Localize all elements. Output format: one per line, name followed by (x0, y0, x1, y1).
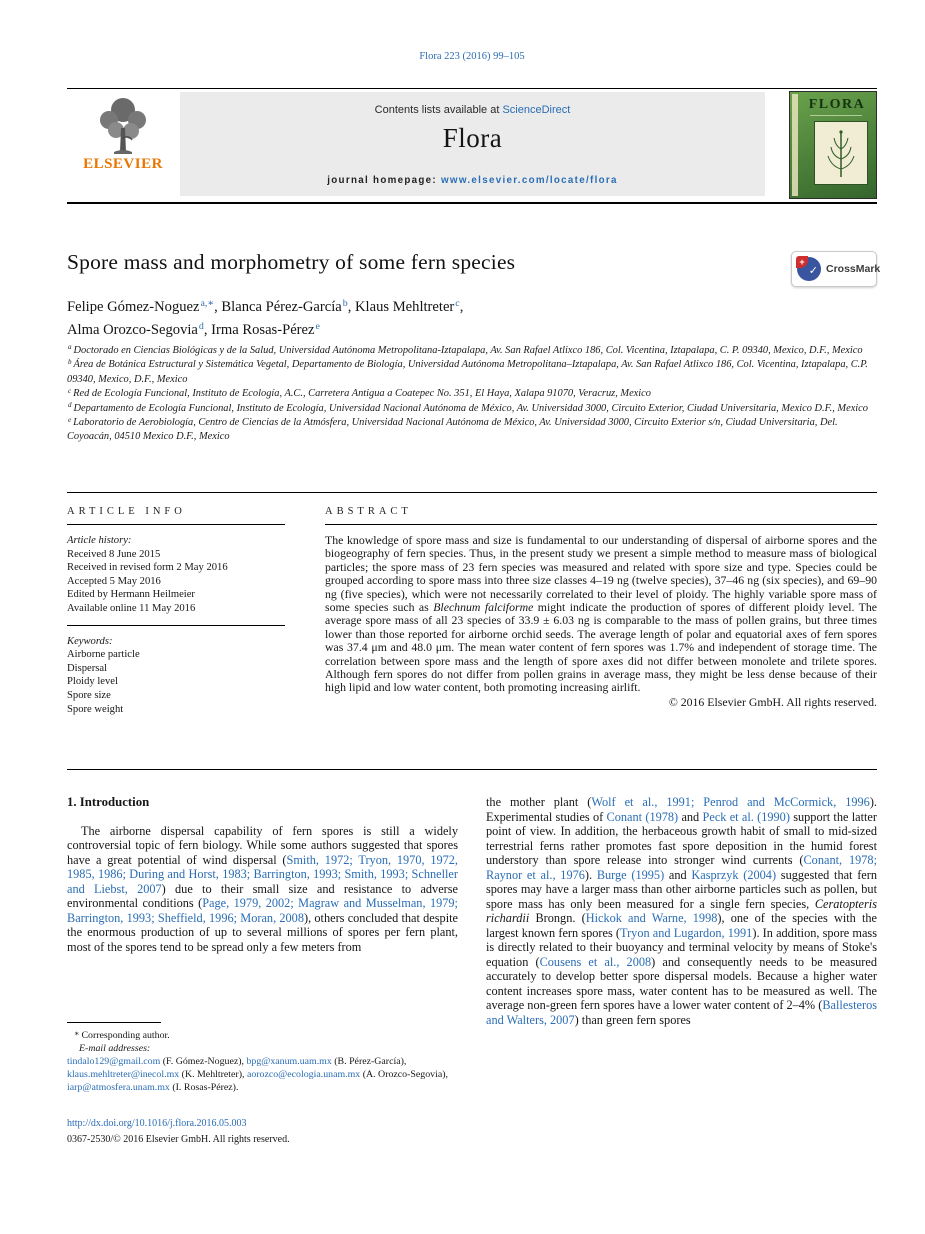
affiliation-sup: a (68, 343, 72, 352)
affiliation-sup: c (68, 386, 72, 395)
inline-link[interactable]: Cousens et al., 2008 (539, 954, 652, 969)
affiliation-text: Área de Botánica Estructural y Sistemática Vegetal, Departamento de Biología, Universidad Autónoma Metropolitana–Iztapalapa, Av. San Rafael Atlixco 186, Col. Vicentina, Iztapalapa, C.P. 09340, Mexico, D.F., Mexico (67, 359, 868, 385)
text-segment: ) and consequently needs to be measured accurately to develop better spore dispersal models. Because a higher water content increases spore mass, water content has to be measured as well. The average non-green fern spores have a lower water content of 2–4% ( (486, 954, 877, 1012)
contents-prefix: Contents lists available at (374, 104, 503, 116)
copyright-note: © 2016 Elsevier GmbH. All rights reserved. (668, 694, 877, 709)
intro-paragraph-left (67, 824, 458, 955)
affiliations-block (67, 344, 877, 445)
affiliation-sup: e (68, 415, 72, 424)
cover-title: FLORA (808, 97, 866, 112)
intro-paragraph-right (486, 795, 877, 1027)
elsevier-tree-icon (92, 94, 154, 156)
text-segment: , Blanca Pérez-García (214, 299, 342, 315)
abstract-heading: ABSTRACT (325, 506, 412, 517)
authors-line-2 (67, 320, 827, 343)
intro-left-column (67, 795, 458, 954)
text-segment: The knowledge of spore mass and size is fundamental to our understanding of dispersal of airborne spores and the biogeography of fern species. Thus, in the present study we present a simple method to measure mass of biological particles; the spore mass of 23 fern species was measured and related with spore size and type. Species could be grouped according to spore mass into three size classes 4–19 ng (twelve species), 37–46 ng (six species), and 69–90 ng (five species), which were not necessarily correlated to their level of ploidy. The highly variable spore mass of some species such as (325, 533, 877, 615)
abstract-column (325, 506, 877, 709)
text-segment: the mother plant ( (486, 795, 592, 809)
text-segment: (I. Rosas-Pérez). (169, 1082, 239, 1093)
heading-rule (67, 524, 285, 525)
page-footer (67, 1116, 567, 1147)
affiliation-text: Laboratorio de Aerobiología, Centro de Ciencias de la Atmósfera, Universidad Nacional Autónoma de México, Av. Universidad 3000, Circuito Exterior s/n, Ciudad Universitaria, Del. Coyoacán, 04510 Mexico D.F., Mexico (67, 417, 838, 443)
doi-link[interactable]: http://dx.doi.org/10.1016/j.flora.2016.05.003 (67, 1118, 247, 1129)
keyword-item: Ploidy level (67, 676, 118, 688)
crossmark-check: ✓ (808, 265, 818, 277)
text-segment: might indicate the production of spores of different ploidy level. The average spore mass of all 23 species of 33.9 ± 6.03 ng is comparable to the mass of pollen grains, but three times lower than those reported for airborne orchid seeds. The average length of polar and equatorial axes of fern spores was 37.4 μm and 48.0 μm. The mean water content of fern spores was 1.7% and independent of storage time. The correlation between spore mass and the length of spore axes did not differ between monolete and trilete spores. Although fern spores do not differ from pollen grains in average mass, they might be less dense because of their high lipid and low water content, both promoting increasing airlift. (325, 600, 877, 695)
footnote-block (67, 1022, 458, 1094)
history-item: Edited by Hermann Heilmeier (67, 589, 195, 601)
cover-spine (792, 94, 798, 196)
asterisk-icon: ∗ (74, 1029, 80, 1038)
article-title: Spore mass and morphometry of some fern species (67, 250, 516, 274)
crossmark-badge[interactable] (791, 251, 881, 287)
text-segment: ), one of the species with the largest known fern spores ( (486, 911, 878, 940)
inline-link[interactable]: Burge (1995) (596, 867, 665, 882)
affiliation-sup: b (68, 357, 72, 366)
email-list (67, 1055, 458, 1094)
authors-line-1 (67, 297, 827, 320)
inline-link[interactable]: Kasprzyk (2004) (691, 867, 777, 882)
cover-illustration (814, 121, 868, 185)
affiliation-text: Doctorado en Ciencias Biológicas y de la Salud, Universidad Autónoma Metropolitana-Iztapalapa, Av. San Rafael Atlixco 186, Col. Vicentina, Iztapalapa, C. P. 09340, Mexico, D.F., Mexico (73, 345, 863, 356)
sciencedirect-link[interactable]: ScienceDirect (502, 104, 571, 116)
inline-link[interactable]: b (342, 298, 348, 310)
keywords-rule (67, 625, 285, 626)
email-addresses-label: E-mail addresses: (79, 1043, 151, 1054)
text-segment: support the latter point of view. In addition, the herbaceous growth habit of small to mid-sized terrestrial ferns rather promotes fast spore deposition in the humid forest understory than spore release into stronger wind currents ( (486, 809, 877, 867)
inline-link[interactable]: bpg@xanum.uam.mx (246, 1056, 332, 1067)
article-info-column (67, 506, 285, 716)
crossmark-icon (797, 257, 821, 281)
text-segment: (K. Mehltreter), (179, 1069, 247, 1080)
history-item: Available online 11 May 2016 (67, 602, 196, 614)
inline-link[interactable]: Page, 1979, 2002; Magraw and Musselman, 1979; Barrington, 1993; Sheffield, 1996; Moran, 2008 (67, 896, 458, 925)
info-abstract-section (67, 492, 877, 770)
corresponding-text: Corresponding author. (81, 1030, 170, 1041)
abstract-text (325, 534, 877, 695)
history-item: Received in revised form 2 May 2016 (67, 562, 228, 574)
inline-link[interactable]: klaus.mehltreter@inecol.mx (67, 1069, 180, 1080)
text-segment: Felipe Gómez-Noguez (67, 299, 200, 315)
history-item: Accepted 5 May 2016 (67, 575, 161, 587)
elsevier-logo[interactable] (69, 94, 177, 173)
affiliation-a (67, 344, 877, 358)
affiliation-e (67, 416, 877, 445)
footnote-rule (67, 1022, 161, 1023)
homepage-label: journal homepage: (327, 175, 442, 186)
text-segment: Alma Orozco-Segovia (67, 321, 198, 338)
inline-link[interactable]: Peck et al. (1990) (702, 809, 790, 824)
header-center-panel (180, 92, 765, 196)
text-segment: and (678, 809, 703, 824)
heading-rule (325, 524, 877, 525)
text-segment: and (664, 867, 692, 882)
crossmark-label: CrossMark (826, 263, 881, 275)
text-segment: ). (584, 867, 597, 882)
inline-link[interactable]: Ballesteros and Walters, 2007 (486, 998, 877, 1027)
affiliation-sup: d (68, 401, 72, 410)
authors-block (67, 297, 827, 342)
text-segment: (A. Orozco-Segovia), (360, 1069, 448, 1080)
inline-link[interactable]: Smith, 1972; Tryon, 1970, 1972, 1985, 1986; During and Horst, 1983; Barrington, 1993; Smith, 1993; Schneller and Liebst, 2007 (67, 852, 459, 896)
title-row (67, 250, 881, 277)
inline-link[interactable]: a,∗ (200, 298, 215, 310)
fern-plant-icon (821, 127, 861, 179)
intro-right-column (486, 795, 877, 1027)
corresponding-author-note (67, 1029, 458, 1042)
keyword-item: Spore weight (67, 703, 124, 715)
affiliation-c (67, 387, 877, 401)
inline-link[interactable]: c (455, 298, 460, 310)
text-segment: The airborne dispersal capability of fern spores is still a widely controversial topic of fern biology. While some authors suggested that spores have a great potential of wind dispersal ( (67, 823, 458, 867)
text-segment: Blechnum falciforme (433, 600, 534, 615)
journal-header (67, 88, 877, 204)
section-heading-introduction: 1. Introduction (67, 795, 150, 809)
text-segment: Brongn. ( (529, 911, 586, 925)
inline-link[interactable]: e (315, 320, 320, 332)
affiliation-d (67, 402, 877, 416)
journal-name: Flora (442, 123, 503, 153)
contents-line (180, 92, 765, 116)
inline-link[interactable]: Conant, 1978; Raynor et al., 1976 (486, 853, 877, 882)
text-segment: , Irma Rosas-Pérez (203, 321, 315, 338)
article-history-label: Article history: (67, 535, 132, 546)
homepage-link[interactable]: www.elsevier.com/locate/flora (441, 175, 618, 186)
affiliation-text: Red de Ecología Funcional, Instituto de Ecología, A.C., Carretera Antigua a Coatepec No. 351, El Haya, Xalapa 91070, Veracruz, Mexico (73, 388, 651, 400)
text-segment: ) due to their small size and resistance to adverse environmental conditions ( (67, 881, 458, 910)
journal-cover (789, 91, 877, 199)
keywords-label: Keywords: (67, 635, 113, 647)
inline-link[interactable]: Conant (1978) (606, 809, 679, 824)
text-segment: (F. Gómez-Noguez), (160, 1056, 247, 1067)
text-segment: Ceratopteris richardii (486, 896, 877, 925)
inline-link[interactable]: Hickok and Warne, 1998 (585, 911, 718, 925)
elsevier-wordmark: ELSEVIER (83, 156, 163, 172)
homepage-line (180, 175, 765, 186)
text-segment: suggested that fern spores may have a larger mass than other airborne particles such as pollen, but spore mass has only been measured for a single fern species, (486, 867, 878, 911)
text-segment: ). Experimental studies of (486, 795, 877, 824)
text-segment: , (459, 299, 464, 315)
inline-link[interactable]: tindalo129@gmail.com (67, 1056, 161, 1067)
inline-link[interactable]: Wolf et al., 1991; Penrod and McCormick, 1996 (591, 795, 870, 809)
affiliation-text: Departamento de Ecología Funcional, Instituto de Ecología, Universidad Nacional Autónoma de México, Av. Universidad 3000, Circuito Exterior, Ciudad Universitaria, Mexico D.F., Mexico (73, 402, 868, 414)
cover-rule (810, 115, 862, 116)
inline-link[interactable]: aorozco@ecologia.unam.mx (246, 1069, 361, 1080)
keyword-item: Airborne particle (67, 649, 140, 661)
text-segment: (B. Pérez-García), (331, 1056, 407, 1067)
text-segment: ), others concluded that despite the enormous production of up to several millions of spores per fern plant, most of the spores tend to be spread only a few meters from (67, 910, 458, 954)
history-item: Received 8 June 2015 (67, 548, 161, 560)
text-segment: , Klaus Mehltreter (347, 299, 455, 315)
text-segment: ). In addition, spore mass is directly related to their buoyancy and terminal velocity by means of Stoke's equation ( (486, 925, 878, 969)
keyword-item: Dispersal (67, 662, 108, 674)
issn-copyright: 0367-2530/© 2016 Elsevier GmbH. All rights reserved. (67, 1133, 290, 1145)
article-info-heading: ARTICLE INFO (67, 506, 186, 517)
crossmark-red-flag: + (796, 256, 808, 268)
affiliation-b (67, 358, 877, 387)
inline-link[interactable]: iarp@atmosfera.unam.mx (67, 1082, 170, 1093)
inline-link[interactable]: d (198, 320, 204, 332)
journal-citation[interactable]: Flora 223 (2016) 99–105 (419, 51, 525, 62)
keyword-item: Spore size (67, 689, 111, 701)
inline-link[interactable]: Tryon and Lugardon, 1991 (620, 925, 753, 940)
text-segment: ) than green fern spores (574, 1012, 691, 1027)
